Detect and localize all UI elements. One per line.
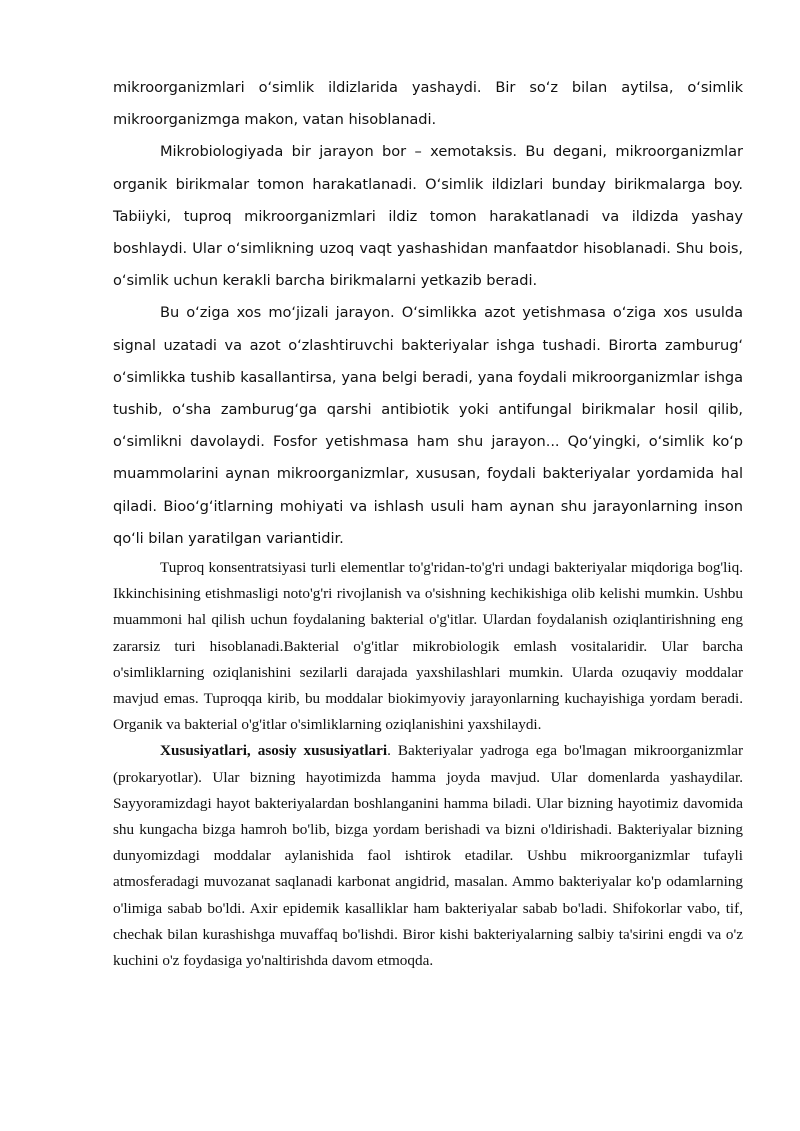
paragraph-xususiyatlari	[113, 738, 743, 974]
paragraph-body: . Bakteriyalar yadroga ega bo'lmagan mikroorganizmlar (prokaryotlar). Ular bizning hayotimizda hamma joyda mavjud. Ular domenlarda yashaydilar. Sayyoramizdagi hayot bakteriyalardan boshlanganini hamma biladi. Ular bizning hayotimiz davomida shu kungacha bizga hamroh bo'lib, bizga yordam berishadi va bizni o'ldirishadi. Bakteriyalar bizning dunyomizdagi moddalar aylanishida faol ishtirok etadilar. Ushbu mikroorganizmlar tufayli atmosferadagi muvozanat saqlanadi karbonat angidrid, masalan. Ammo bakteriyalar ko'p odamlarning o'limiga sabab bo'ldi. Axir epidemik kasalliklar ham bakteriyalar sabab bo'ladi. Shifokorlar vabo, tif, chechak bilan kurashishga muvaffaq bo'lishdi. Biror kishi bakteriyalarning salbiy ta'sirini engdi va o'z kuchini o'z foydasiga yo'naltirishda davom etmoqda.	[113, 742, 743, 970]
paragraph-continuation: mikroorganizmlari o‘simlik ildizlarida yashaydi. Bir so‘z bilan aytilsa, o‘simlik mikroorganizmga makon, vatan hisoblanadi.	[113, 79, 743, 129]
paragraph-heading: Xususiyatlari, asosiy xususiyatlari	[160, 742, 388, 760]
paragraph-mojizali-jarayon: Bu o‘ziga xos mo‘jizali jarayon. O‘simlikka azot yetishmasa o‘ziga xos usulda signal uzatadi va azot o‘zlashtiruvchi bakteriyalar ishga tushadi. Birorta zamburug‘ o‘simlikka tushib kasallantirsa, yana belgi beradi, yana foydali mikroorganizmlar ishga tushib, o‘sha zamburug‘ga qarshi antibiotik yoki antifungal birikmalar hosil qilib, o‘simlikni davolaydi. Fosfor yetishmasa ham shu jarayon... Qo‘yingki, o‘simlik ko‘p muammolarini aynan mikroorganizmlar, xususan, foydali bakteriyalar yordamida hal qiladi. Bioo‘g‘itlarning mohiyati va ishlash usuli ham aynan shu jarayonlarning inson qo‘li bilan yaratilgan variantidir.	[113, 304, 743, 547]
sans-text-block	[113, 72, 743, 555]
paragraph-tuproq-konsentratsiyasi: Tuproq konsentratsiyasi turli elementlar to'g'ridan-to'g'ri undagi bakteriyalar miqdoriga bog'liq. Ikkinchisining etishmasligi noto'g'ri rivojlanish va o'sishning kechikishiga olib kelishi mumkin. Ushbu muammoni hal qilish uchun foydalaning bakterial o'g'itlar. Ulardan foydalanish oziqlantirishning eng zararsiz turi hisoblanadi.Bakterial o'g'itlar mikrobiologik emlash vositalaridir. Ular barcha o'simliklarning oziqlanishini sezilarli darajada yaxshilashlari mumkin. Ularda ozuqaviy moddalar mavjud emas. Tuproqqa kirib, bu moddalar biokimyoviy jarayonlarning kuchayishiga yordam beradi. Organik va bakterial o'g'itlar o'simliklarning oziqlanishini yaxshilaydi.	[113, 559, 743, 734]
serif-text-block	[113, 555, 743, 974]
document-page	[113, 72, 743, 974]
paragraph-xemotaksis: Mikrobiologiyada bir jarayon bor – xemotaksis. Bu degani, mikroorganizmlar organik birikmalar tomon harakatlanadi. O‘simlik ildizlari bunday birikmalarga boy. Tabiiyki, tuproq mikroorganizmlari ildiz tomon harakatlanadi va ildizda yashay boshlaydi. Ular o‘simlikning uzoq vaqt yashashidan manfaatdor hisoblanadi. Shu bois, o‘simlik uchun kerakli barcha birikmalarni yetkazib beradi.	[113, 143, 743, 290]
